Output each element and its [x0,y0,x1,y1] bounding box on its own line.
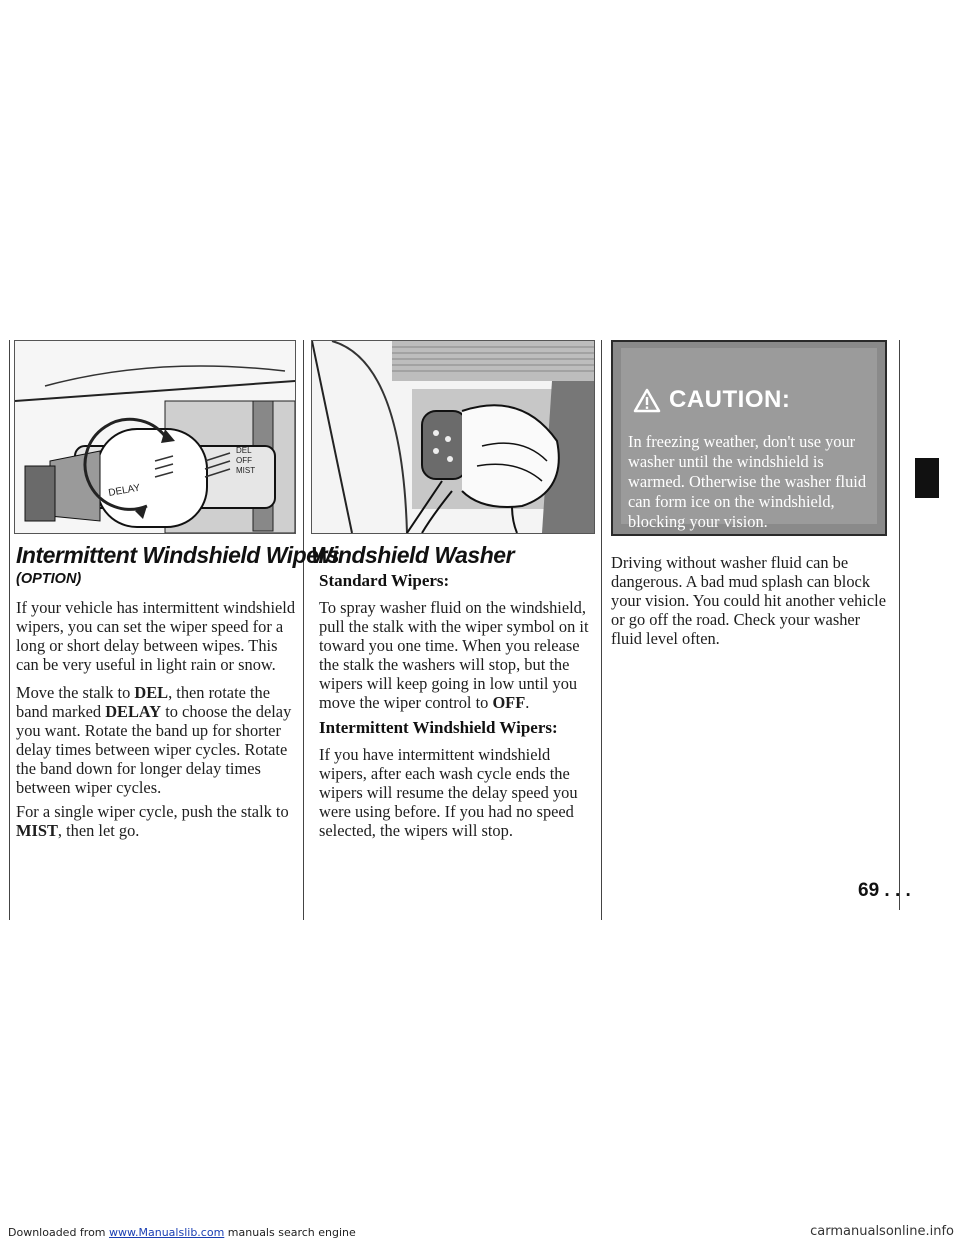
footer-suffix: manuals search engine [224,1226,356,1239]
text-delay: DELAY [105,702,162,721]
paragraph-delay-instructions [16,683,298,797]
text-mist: MIST [16,821,58,840]
paragraph-intermittent-washer: If you have intermittent windshield wipers, after each wash cycle ends the wipers will resume the delay speed you were using before. If you had no speed selected, the wipers will stop. [319,745,578,840]
text-fragment: To spray washer fluid on the windshield, pull the stalk with the wiper symbol on it toward you one time. When you release the stalk the washers will stop, but the wipers will keep going in low until you move the wiper control to [319,598,589,712]
column-rule [9,340,10,920]
text-del: DEL [134,683,169,702]
column-rule [303,340,304,920]
text-off: OFF [492,693,526,712]
text-fragment: Move the stalk to [16,683,135,702]
label-standard-wipers: Standard Wipers: [319,571,450,590]
paragraph-single-cycle [16,802,298,840]
column-rule [899,340,900,910]
caution-title: CAUTION: [669,386,791,413]
text-fragment: , then rotate the band marked [16,683,271,721]
text-fragment: . [525,693,530,712]
figure-label-mist: MIST [236,466,256,475]
paragraph-intermittent-intro: If your vehicle has intermittent windshield wipers, you can set the wiper speed for a long or short delay between wipes. This can be very useful in light rain or snow. [16,598,296,674]
label-intermittent-wipers: Intermittent Windshield Wipers: [319,718,558,737]
section-tab-marker [915,458,939,498]
figure-label-delay: DELAY [107,482,142,499]
figure-label-del: DEL [236,446,252,455]
footer-watermark: carmanualsonline.info [810,1224,954,1239]
figure-label-off: OFF [236,456,252,465]
paragraph-washer-fluid-warning: Driving without washer fluid can be dangerous. A bad mud splash can block your vision. You could hit another vehicle or go off the road. Check your washer fluid level often. [611,553,886,648]
washer-stalk-illustration [311,340,595,534]
caution-box [611,340,887,536]
page-number: 69 . . . [858,880,911,901]
text-fragment: For a single wiper cycle, push the stalk to [16,802,289,821]
text-fragment: to choose the delay you want. Rotate the band up for shorter delay times between wiper cycles. Rotate the band down for longer delay times between wiper cycles. [16,702,292,797]
wiper-stalk-illustration [14,340,296,534]
text-fragment: , then let go. [57,821,140,840]
footer-download-note [8,1226,356,1239]
footer-prefix: Downloaded from [8,1226,110,1239]
caution-text: In freezing weather, don't use your washer until the windshield is warmed. Otherwise the washer fluid can form ice on the windshield, blocking your vision. [628,432,867,531]
paragraph-standard-wipers [319,598,597,712]
column-rule [601,340,602,920]
heading-windshield-washer: Windshield Washer [311,542,515,568]
manualslib-link[interactable]: www.Manualslib.com [109,1226,225,1239]
warning-triangle-icon [633,388,661,413]
subheading-option: (OPTION) [16,571,82,587]
heading-intermittent-wipers: Intermittent Windshield Wipers [16,542,340,568]
